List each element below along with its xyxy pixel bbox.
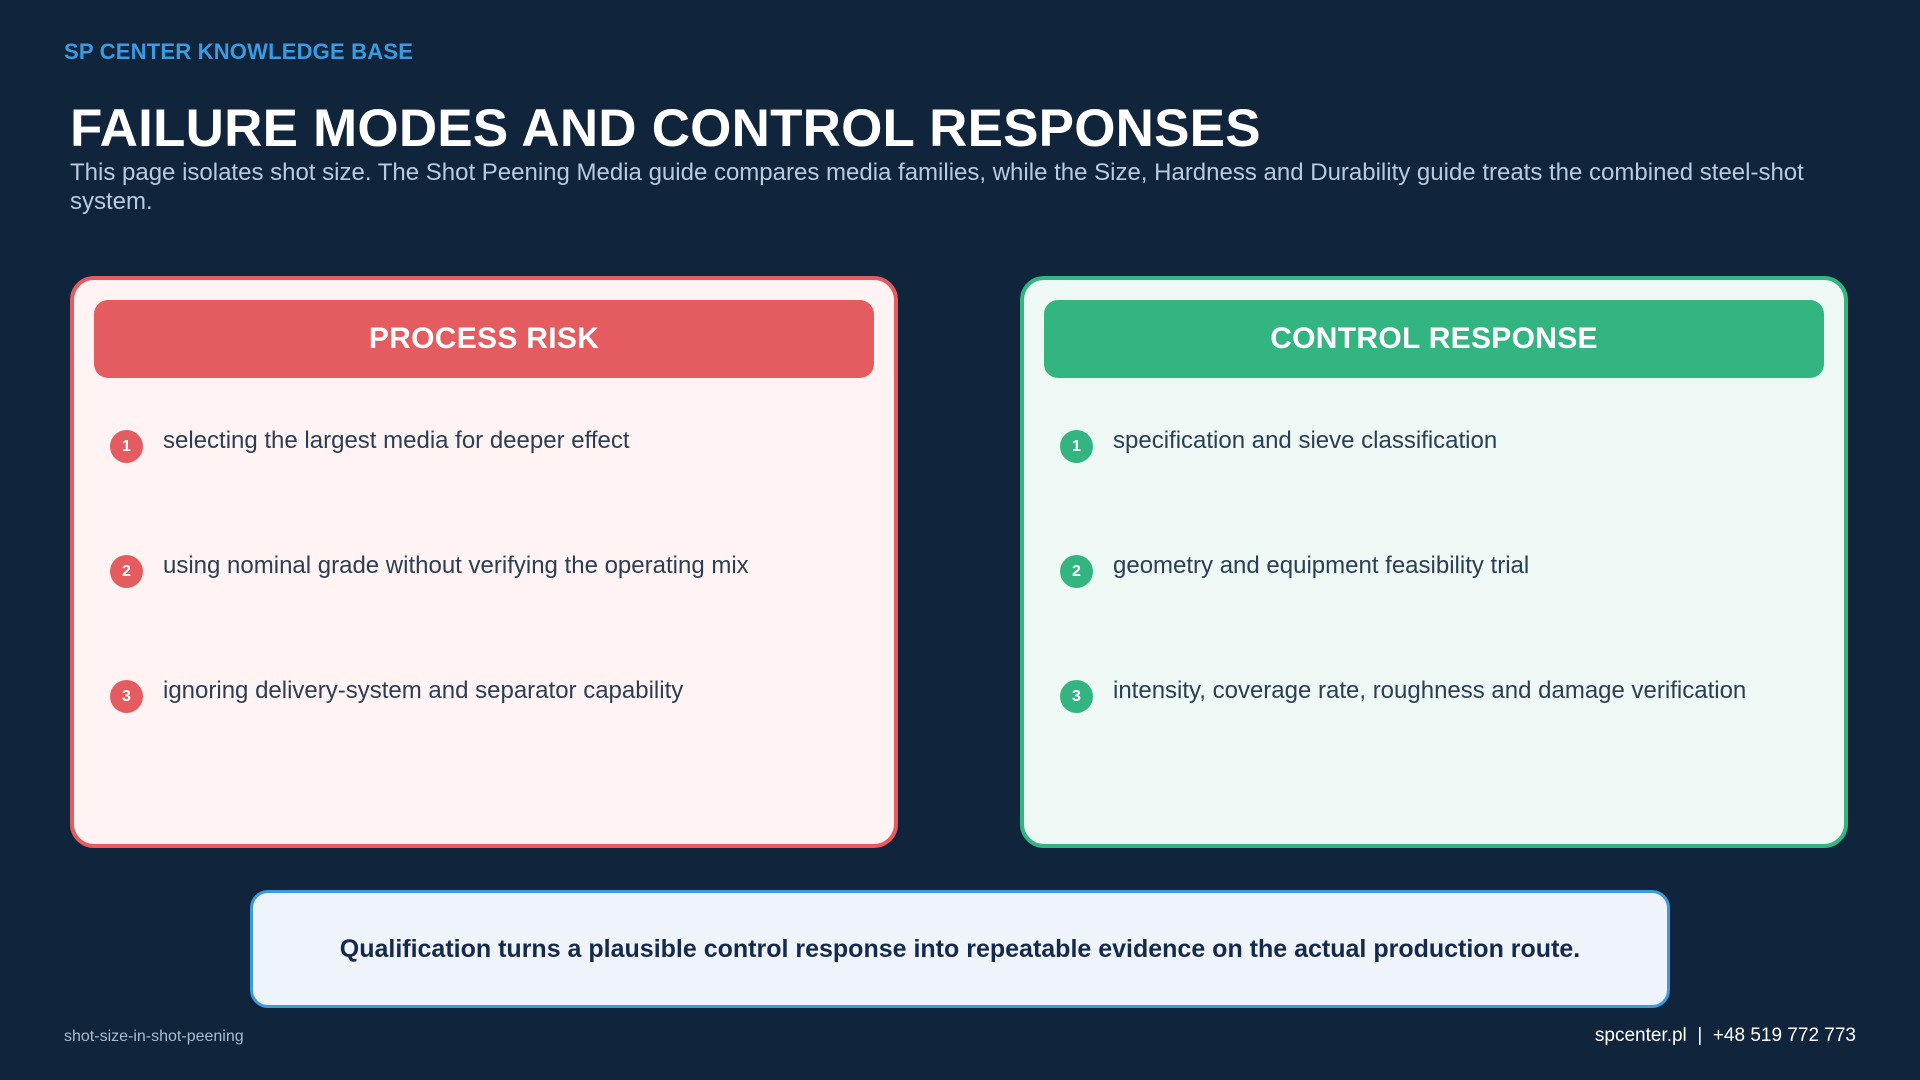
risk-item-number-badge: 3 — [110, 680, 143, 713]
control-item-number-badge: 3 — [1060, 680, 1093, 713]
process-risk-header: PROCESS RISK — [94, 300, 874, 378]
page-title: FAILURE MODES AND CONTROL RESPONSES — [70, 99, 1261, 158]
risk-item — [110, 426, 630, 463]
risk-item-text: ignoring delivery-system and separator capability — [163, 677, 684, 704]
control-item — [1060, 676, 1746, 713]
page-subtitle: This page isolates shot size. The Shot Peening Media guide compares media families, while the Size, Hardness and Durability guide treats the combined steel-shot system. — [70, 159, 1804, 215]
risk-item-text: using nominal grade without verifying the operating mix — [163, 552, 749, 579]
control-response-header: CONTROL RESPONSE — [1044, 300, 1824, 378]
control-item-text: geometry and equipment feasibility trial — [1113, 552, 1530, 579]
process-risk-panel — [70, 276, 898, 848]
qualification-callout: Qualification turns a plausible control response into repeatable evidence on the actual production route. — [250, 890, 1670, 1008]
risk-item-number-badge: 1 — [110, 430, 143, 463]
footer-contact: spcenter.pl | +48 519 772 773 — [1594, 1025, 1856, 1046]
control-item-number-badge: 1 — [1060, 430, 1093, 463]
risk-item — [110, 676, 683, 713]
control-item — [1060, 426, 1497, 463]
control-item-text: intensity, coverage rate, roughness and damage verification — [1113, 677, 1747, 704]
risk-item — [110, 551, 749, 588]
footer-slug: shot-size-in-shot-peening — [64, 1028, 244, 1045]
brand-label: SP CENTER KNOWLEDGE BASE — [64, 39, 414, 64]
control-item-number-badge: 2 — [1060, 555, 1093, 588]
risk-item-number-badge: 2 — [110, 555, 143, 588]
risk-item-text: selecting the largest media for deeper effect — [163, 427, 630, 454]
control-response-panel — [1020, 276, 1848, 848]
control-item — [1060, 551, 1529, 588]
control-item-text: specification and sieve classification — [1113, 427, 1498, 454]
